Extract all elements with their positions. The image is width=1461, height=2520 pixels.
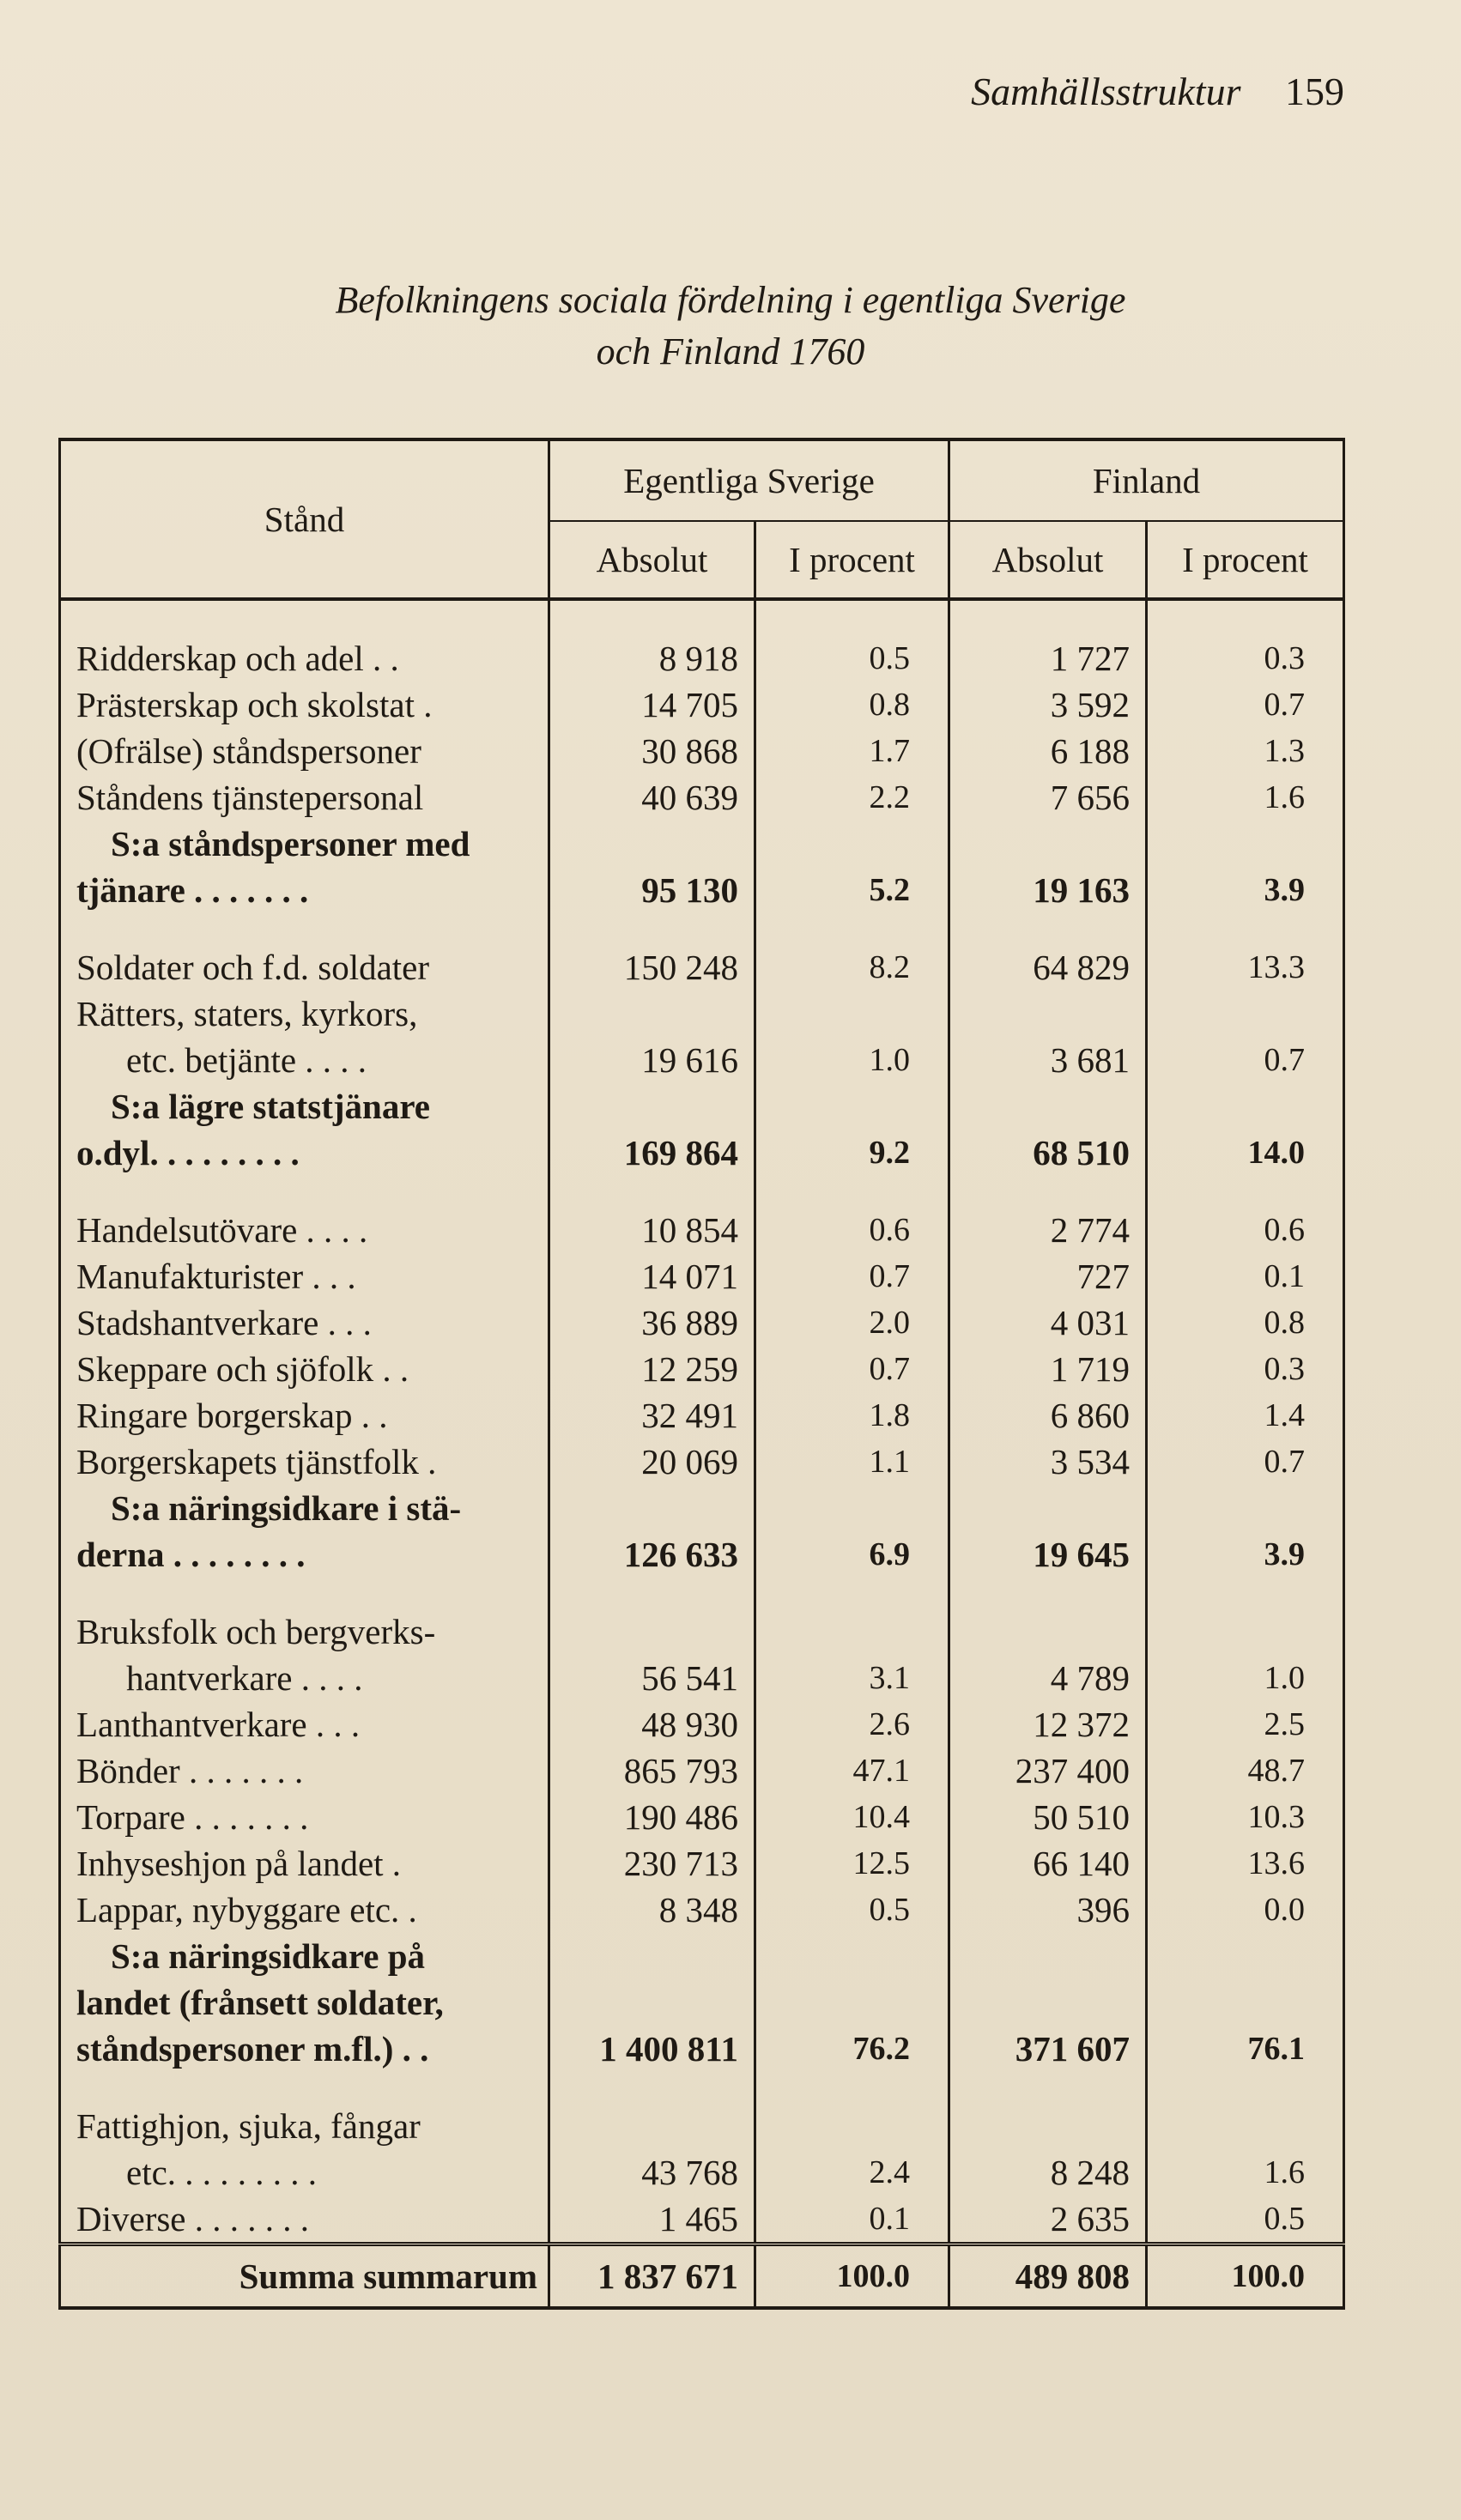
row-label <box>60 2196 549 2244</box>
table-row <box>60 1701 1344 1748</box>
se-procent-value: 3.1 <box>755 1608 949 1701</box>
row-label-text: Manufakturister . . . <box>76 1257 356 1296</box>
spacer-row <box>60 913 1344 944</box>
row-label-line: landet (frånsett soldater, <box>76 1983 444 2022</box>
fi-procent-value: 3.9 <box>1147 1485 1344 1578</box>
row-label-text: Ridderskap och adel . . <box>76 639 399 678</box>
fi-absolut-value: 371 607 <box>949 1933 1147 2072</box>
table-row <box>60 774 1344 821</box>
se-absolut-value: 8 348 <box>549 1887 755 1933</box>
fi-absolut-value: 727 <box>949 1253 1147 1299</box>
table-row <box>60 1439 1344 1485</box>
se-absolut-value: 126 633 <box>549 1485 755 1578</box>
fi-absolut-value: 1 719 <box>949 1346 1147 1392</box>
row-label <box>60 2103 549 2196</box>
se-absolut-value: 8 918 <box>549 635 755 681</box>
fi-absolut-value: 6 860 <box>949 1392 1147 1439</box>
fi-procent-value: 2.5 <box>1147 1701 1344 1748</box>
fi-absolut-value: 64 829 <box>949 944 1147 990</box>
row-label-text: Lappar, nybyggare etc. . <box>76 1890 417 1929</box>
table-row <box>60 2196 1344 2244</box>
fi-absolut-value: 8 248 <box>949 2103 1147 2196</box>
fi-absolut-value: 3 681 <box>949 990 1147 1083</box>
row-label <box>60 821 549 913</box>
fi-absolut-value: 4 789 <box>949 1608 1147 1701</box>
spacer-cell <box>755 1176 949 1207</box>
fi-procent-value: 0.3 <box>1147 1346 1344 1392</box>
row-label-text: Soldater och f.d. soldater <box>76 948 430 987</box>
population-table <box>58 438 1345 2310</box>
se-absolut-value: 30 868 <box>549 728 755 774</box>
fi-procent-value: 0.6 <box>1147 1207 1344 1253</box>
spacer-cell <box>949 1578 1147 1608</box>
fi-procent-value: 10.3 <box>1147 1794 1344 1840</box>
total-fi-procent: 100.0 <box>1147 2244 1344 2309</box>
spacer-cell <box>549 599 755 635</box>
spacer-cell <box>949 599 1147 635</box>
fi-procent-value: 13.3 <box>1147 944 1344 990</box>
fi-procent-value: 0.5 <box>1147 2196 1344 2244</box>
se-absolut-value: 865 793 <box>549 1748 755 1794</box>
row-label <box>60 728 549 774</box>
spacer-row <box>60 1578 1344 1608</box>
total-fi-absolut: 489 808 <box>949 2244 1147 2309</box>
row-label-text: Handelsutövare . . . . <box>76 1210 368 1250</box>
table-row <box>60 1887 1344 1933</box>
se-absolut-value: 190 486 <box>549 1794 755 1840</box>
fi-procent-value: 1.4 <box>1147 1392 1344 1439</box>
spacer-cell <box>1147 2072 1344 2103</box>
row-label-line: etc. betjänte . . . . <box>126 1040 367 1080</box>
se-procent-value: 2.2 <box>755 774 949 821</box>
spacer-cell <box>60 2072 549 2103</box>
spacer-cell <box>755 2072 949 2103</box>
col-header-se-procent: I procent <box>755 521 949 599</box>
caption-line-1: Befolkningens sociala fördelning i egentliga Sverige <box>335 279 1126 321</box>
row-label <box>60 1608 549 1701</box>
row-label-line: o.dyl. . . . . . . . . <box>76 1133 300 1172</box>
spacer-cell <box>60 1176 549 1207</box>
row-label <box>60 1439 549 1485</box>
spacer-cell <box>755 599 949 635</box>
se-procent-value: 5.2 <box>755 821 949 913</box>
table-body <box>60 599 1344 2308</box>
spacer-row <box>60 1176 1344 1207</box>
fi-absolut-value: 68 510 <box>949 1083 1147 1176</box>
row-label-text: Prästerskap och skolstat . <box>76 685 433 724</box>
spacer-cell <box>755 913 949 944</box>
spacer-cell <box>949 2072 1147 2103</box>
fi-procent-value: 48.7 <box>1147 1748 1344 1794</box>
row-label-line: ståndspersoner m.fl.) . . <box>76 2029 429 2069</box>
se-procent-value: 8.2 <box>755 944 949 990</box>
fi-absolut-value: 3 534 <box>949 1439 1147 1485</box>
spacer-cell <box>549 1578 755 1608</box>
fi-procent-value: 76.1 <box>1147 1933 1344 2072</box>
se-absolut-value: 19 616 <box>549 990 755 1083</box>
fi-absolut-value: 2 774 <box>949 1207 1147 1253</box>
se-absolut-value: 48 930 <box>549 1701 755 1748</box>
fi-absolut-value: 19 645 <box>949 1485 1147 1578</box>
table-row <box>60 728 1344 774</box>
row-label <box>60 990 549 1083</box>
row-label-line: etc. . . . . . . . . <box>126 2153 318 2192</box>
fi-absolut-value: 66 140 <box>949 1840 1147 1887</box>
row-label <box>60 1887 549 1933</box>
total-row <box>60 2244 1344 2309</box>
fi-procent-value: 3.9 <box>1147 821 1344 913</box>
se-absolut-value: 1 465 <box>549 2196 755 2244</box>
subtotal-row <box>60 1933 1344 2072</box>
row-label-text: (Ofrälse) ståndspersoner <box>76 731 421 771</box>
spacer-cell <box>1147 913 1344 944</box>
se-procent-value: 0.7 <box>755 1253 949 1299</box>
fi-absolut-value: 3 592 <box>949 681 1147 728</box>
row-label-line: tjänare . . . . . . . <box>76 870 309 910</box>
spacer-cell <box>1147 1578 1344 1608</box>
se-procent-value: 0.5 <box>755 635 949 681</box>
table-row <box>60 1392 1344 1439</box>
subtotal-row <box>60 821 1344 913</box>
total-label: Summa summarum <box>60 2244 549 2309</box>
se-procent-value: 1.0 <box>755 990 949 1083</box>
table-caption <box>0 275 1461 378</box>
se-absolut-value: 12 259 <box>549 1346 755 1392</box>
fi-absolut-value: 19 163 <box>949 821 1147 913</box>
row-label <box>60 1253 549 1299</box>
col-header-fi-absolut: Absolut <box>949 521 1147 599</box>
table-row <box>60 1346 1344 1392</box>
se-absolut-value: 20 069 <box>549 1439 755 1485</box>
se-procent-value: 12.5 <box>755 1840 949 1887</box>
row-label <box>60 774 549 821</box>
fi-procent-value: 0.0 <box>1147 1887 1344 1933</box>
caption-line-2: och Finland 1760 <box>596 330 865 373</box>
spacer-cell <box>549 913 755 944</box>
table-row <box>60 635 1344 681</box>
spacer-cell <box>60 913 549 944</box>
fi-absolut-value: 237 400 <box>949 1748 1147 1794</box>
row-label-line: Bruksfolk och bergverks- <box>76 1612 436 1651</box>
spacer-cell <box>60 1578 549 1608</box>
table-row <box>60 1207 1344 1253</box>
spacer-cell <box>949 913 1147 944</box>
row-label <box>60 635 549 681</box>
table-row <box>60 1608 1344 1701</box>
fi-procent-value: 1.3 <box>1147 728 1344 774</box>
table-row <box>60 1299 1344 1346</box>
row-label <box>60 1748 549 1794</box>
se-procent-value: 2.4 <box>755 2103 949 2196</box>
row-label <box>60 1083 549 1176</box>
spacer-cell <box>755 1578 949 1608</box>
table-row <box>60 1840 1344 1887</box>
row-label <box>60 1299 549 1346</box>
running-title: Samhällsstruktur <box>971 70 1241 113</box>
col-header-sverige: Egentliga Sverige <box>549 439 949 521</box>
fi-procent-value: 14.0 <box>1147 1083 1344 1176</box>
running-header <box>971 69 1344 114</box>
fi-procent-value: 0.7 <box>1147 990 1344 1083</box>
row-label <box>60 1207 549 1253</box>
row-label-line: S:a ståndspersoner med <box>111 824 470 863</box>
row-label <box>60 1346 549 1392</box>
se-procent-value: 0.5 <box>755 1887 949 1933</box>
fi-absolut-value: 12 372 <box>949 1701 1147 1748</box>
se-absolut-value: 95 130 <box>549 821 755 913</box>
row-label-line: S:a näringsidkare i stä- <box>111 1488 462 1528</box>
row-label-line: Rätters, staters, kyrkors, <box>76 994 418 1033</box>
fi-procent-value: 0.8 <box>1147 1299 1344 1346</box>
fi-absolut-value: 7 656 <box>949 774 1147 821</box>
total-se-absolut: 1 837 671 <box>549 2244 755 2309</box>
se-procent-value: 76.2 <box>755 1933 949 2072</box>
fi-procent-value: 1.6 <box>1147 2103 1344 2196</box>
row-label <box>60 944 549 990</box>
spacer-cell <box>1147 1176 1344 1207</box>
row-label-text: Borgerskapets tjänstfolk . <box>76 1442 437 1481</box>
se-procent-value: 47.1 <box>755 1748 949 1794</box>
se-procent-value: 0.8 <box>755 681 949 728</box>
se-absolut-value: 40 639 <box>549 774 755 821</box>
row-label-line: derna . . . . . . . . <box>76 1535 306 1574</box>
se-procent-value: 0.6 <box>755 1207 949 1253</box>
row-label-line: hantverkare . . . . <box>126 1658 363 1698</box>
row-label-text: Diverse . . . . . . . <box>76 2199 310 2238</box>
fi-absolut-value: 4 031 <box>949 1299 1147 1346</box>
se-absolut-value: 230 713 <box>549 1840 755 1887</box>
spacer-row <box>60 2072 1344 2103</box>
subtotal-row <box>60 1083 1344 1176</box>
col-header-fi-procent: I procent <box>1147 521 1344 599</box>
spacer-cell <box>549 1176 755 1207</box>
row-label-text: Inhyseshjon på landet . <box>76 1844 402 1883</box>
table-row <box>60 1253 1344 1299</box>
table-row <box>60 2103 1344 2196</box>
fi-absolut-value: 6 188 <box>949 728 1147 774</box>
se-absolut-value: 32 491 <box>549 1392 755 1439</box>
page-number: 159 <box>1285 70 1344 113</box>
spacer-cell <box>949 1176 1147 1207</box>
row-label-line: S:a näringsidkare på <box>111 1936 426 1976</box>
se-absolut-value: 1 400 811 <box>549 1933 755 2072</box>
se-procent-value: 9.2 <box>755 1083 949 1176</box>
se-absolut-value: 56 541 <box>549 1608 755 1701</box>
table-row <box>60 1794 1344 1840</box>
col-header-finland: Finland <box>949 439 1344 521</box>
row-label <box>60 1485 549 1578</box>
table-row <box>60 681 1344 728</box>
table-row <box>60 990 1344 1083</box>
fi-procent-value: 0.7 <box>1147 1439 1344 1485</box>
se-absolut-value: 14 705 <box>549 681 755 728</box>
fi-absolut-value: 2 635 <box>949 2196 1147 2244</box>
row-label <box>60 1794 549 1840</box>
col-header-stand: Stånd <box>60 439 549 599</box>
row-label-line: Fattighjon, sjuka, fångar <box>76 2106 421 2146</box>
row-label-line: S:a lägre statstjänare <box>111 1087 430 1126</box>
fi-procent-value: 0.1 <box>1147 1253 1344 1299</box>
spacer-cell <box>549 2072 755 2103</box>
table-row <box>60 1748 1344 1794</box>
se-procent-value: 10.4 <box>755 1794 949 1840</box>
se-procent-value: 2.6 <box>755 1701 949 1748</box>
row-label-text: Skeppare och sjöfolk . . <box>76 1349 409 1389</box>
row-label <box>60 1701 549 1748</box>
se-procent-value: 2.0 <box>755 1299 949 1346</box>
row-label-text: Bönder . . . . . . . <box>76 1751 304 1790</box>
total-se-procent: 100.0 <box>755 2244 949 2309</box>
se-procent-value: 1.7 <box>755 728 949 774</box>
col-header-se-absolut: Absolut <box>549 521 755 599</box>
row-label <box>60 1392 549 1439</box>
se-procent-value: 1.8 <box>755 1392 949 1439</box>
row-label <box>60 1933 549 2072</box>
se-procent-value: 0.1 <box>755 2196 949 2244</box>
row-label <box>60 681 549 728</box>
fi-procent-value: 0.7 <box>1147 681 1344 728</box>
fi-procent-value: 0.3 <box>1147 635 1344 681</box>
se-procent-value: 1.1 <box>755 1439 949 1485</box>
row-label-text: Ståndens tjänstepersonal <box>76 778 424 817</box>
fi-absolut-value: 1 727 <box>949 635 1147 681</box>
spacer-row <box>60 599 1344 635</box>
fi-absolut-value: 396 <box>949 1887 1147 1933</box>
row-label-text: Torpare . . . . . . . <box>76 1797 309 1837</box>
se-absolut-value: 14 071 <box>549 1253 755 1299</box>
table-row <box>60 944 1344 990</box>
se-procent-value: 6.9 <box>755 1485 949 1578</box>
row-label-text: Lanthantverkare . . . <box>76 1705 361 1744</box>
row-label-text: Ringare borgerskap . . <box>76 1396 388 1435</box>
se-absolut-value: 43 768 <box>549 2103 755 2196</box>
se-absolut-value: 150 248 <box>549 944 755 990</box>
se-absolut-value: 36 889 <box>549 1299 755 1346</box>
spacer-cell <box>60 599 549 635</box>
se-procent-value: 0.7 <box>755 1346 949 1392</box>
subtotal-row <box>60 1485 1344 1578</box>
fi-procent-value: 13.6 <box>1147 1840 1344 1887</box>
row-label-text: Stadshantverkare . . . <box>76 1303 372 1342</box>
se-absolut-value: 169 864 <box>549 1083 755 1176</box>
se-absolut-value: 10 854 <box>549 1207 755 1253</box>
spacer-cell <box>1147 599 1344 635</box>
row-label <box>60 1840 549 1887</box>
fi-absolut-value: 50 510 <box>949 1794 1147 1840</box>
fi-procent-value: 1.0 <box>1147 1608 1344 1701</box>
fi-procent-value: 1.6 <box>1147 774 1344 821</box>
